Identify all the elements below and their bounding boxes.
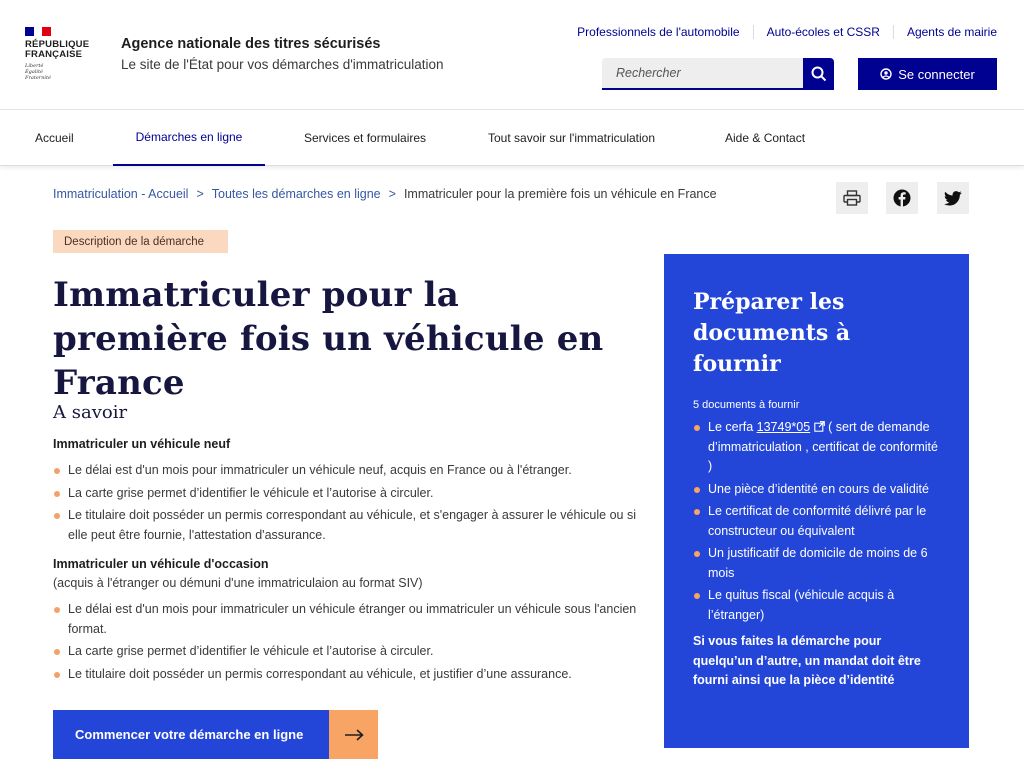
facebook-icon xyxy=(893,189,911,207)
top-links xyxy=(577,25,997,39)
list-item: Le titulaire doit posséder un permis correspondant au véhicule, et justifier d’une assurance. xyxy=(53,665,643,685)
link-professionnels[interactable]: Professionnels de l'automobile xyxy=(577,25,740,39)
agency-name: Agence nationale des titres sécurisés xyxy=(121,36,381,52)
nav-demarches-en-ligne[interactable]: Démarches en ligne xyxy=(113,110,265,166)
devise xyxy=(25,63,89,81)
cerfa-prefix: Le cerfa xyxy=(708,420,757,434)
nav-accueil[interactable]: Accueil xyxy=(35,131,74,145)
page-title: Immatriculer pour la première fois un véhicule en France xyxy=(53,275,604,403)
cerfa-link[interactable]: 13749*05 xyxy=(756,420,811,434)
devise-fraternite: Fraternité xyxy=(25,75,51,81)
mandate-note: Si vous faites la démarche pour quelqu’un d’autre, un mandat doit être fourni ainsi que la pièce d’identité xyxy=(693,634,921,687)
agency-subtitle: Le site de l'État pour vos démarches d'immatriculation xyxy=(121,57,444,72)
description-tag: Description de la démarche xyxy=(53,230,228,253)
breadcrumb-home[interactable]: Immatriculation - Accueil xyxy=(53,187,189,201)
section-used-list xyxy=(53,600,643,687)
twitter-share-button[interactable] xyxy=(937,182,969,214)
link-agents-mairie[interactable]: Agents de mairie xyxy=(893,25,997,39)
search-bar xyxy=(602,58,834,90)
facebook-share-button[interactable] xyxy=(886,182,918,214)
search-icon xyxy=(811,66,827,82)
list-item: Le délai est d'un mois pour immatriculer un véhicule neuf, acquis en France ou à l'étranger. xyxy=(53,461,643,481)
documents-list xyxy=(693,418,940,625)
list-item: Le quitus fiscal (véhicule acquis à l’étranger) xyxy=(693,586,940,625)
republic-line-2: FRANÇAISE xyxy=(25,49,83,60)
a-savoir-heading: A savoir xyxy=(53,402,128,423)
arrow-right-icon xyxy=(329,710,378,759)
breadcrumb-current: Immatriculer pour la première fois un véhicule en France xyxy=(403,187,717,201)
breadcrumb-demarches[interactable]: Toutes les démarches en ligne xyxy=(211,187,381,201)
search-button[interactable] xyxy=(803,58,834,90)
republique-francaise-logo[interactable] xyxy=(25,27,89,81)
section-used-subtitle: (acquis à l'étranger ou démuni d'une immatriculaion au format SIV) xyxy=(53,576,423,590)
documents-sidebar xyxy=(664,254,969,748)
list-item: Une pièce d’identité en cours de validité xyxy=(693,480,940,500)
devise-liberte: Liberté xyxy=(25,63,44,69)
cerfa-suffix: ( sert de demande d’immatriculation , certificat de conformité ) xyxy=(708,420,938,473)
agency-block[interactable] xyxy=(121,36,444,72)
main-nav xyxy=(0,110,1024,166)
section-new-list xyxy=(53,461,643,548)
republic-line-1: RÉPUBLIQUE xyxy=(25,39,90,50)
breadcrumb xyxy=(53,187,717,201)
external-link-icon[interactable] xyxy=(814,421,825,432)
sidebar-title: Préparer les documents à fournir xyxy=(693,289,851,377)
marianne-flag-icon xyxy=(25,27,51,36)
list-item: Le délai est d'un mois pour immatriculer un véhicule étranger ou immatriculer un véhicule sous l'ancien format. xyxy=(53,600,643,639)
list-item: Un justificatif de domicile de moins de 6 mois xyxy=(693,544,940,583)
breadcrumb-separator: > xyxy=(196,187,204,201)
list-item xyxy=(693,418,940,477)
account-icon xyxy=(880,68,892,80)
print-icon xyxy=(843,190,861,206)
nav-aide-contact[interactable]: Aide & Contact xyxy=(725,131,806,145)
start-procedure-label: Commencer votre démarche en ligne xyxy=(53,710,329,759)
link-auto-ecoles[interactable]: Auto-écoles et CSSR xyxy=(753,25,893,39)
list-item: Le certificat de conformité délivré par le constructeur ou équivalent xyxy=(693,502,940,541)
nav-tout-savoir[interactable]: Tout savoir sur l'immatriculation xyxy=(488,131,656,145)
list-item: La carte grise permet d’identifier le véhicule et l’autorise à circuler. xyxy=(53,484,643,504)
section-used-title: Immatriculer un véhicule d'occasion xyxy=(53,557,269,571)
section-new-title: Immatriculer un véhicule neuf xyxy=(53,437,231,451)
devise-egalite: Égalité xyxy=(25,69,43,75)
twitter-icon xyxy=(944,191,962,206)
site-header xyxy=(0,0,1024,110)
breadcrumb-separator: > xyxy=(388,187,396,201)
connect-button[interactable] xyxy=(858,58,997,90)
print-button[interactable] xyxy=(836,182,868,214)
nav-services-formulaires[interactable]: Services et formulaires xyxy=(304,131,427,145)
list-item: Le titulaire doit posséder un permis correspondant au véhicule, et s'engager à assurer le véhicule ou si elle peut être fournie, l'attestation d'assurance. xyxy=(53,506,643,545)
connect-label: Se connecter xyxy=(898,66,975,82)
start-procedure-button[interactable] xyxy=(53,710,378,759)
search-input[interactable] xyxy=(602,58,803,90)
list-item: La carte grise permet d’identifier le véhicule et l’autorise à circuler. xyxy=(53,642,643,662)
documents-count: 5 documents à fournir xyxy=(693,399,800,411)
